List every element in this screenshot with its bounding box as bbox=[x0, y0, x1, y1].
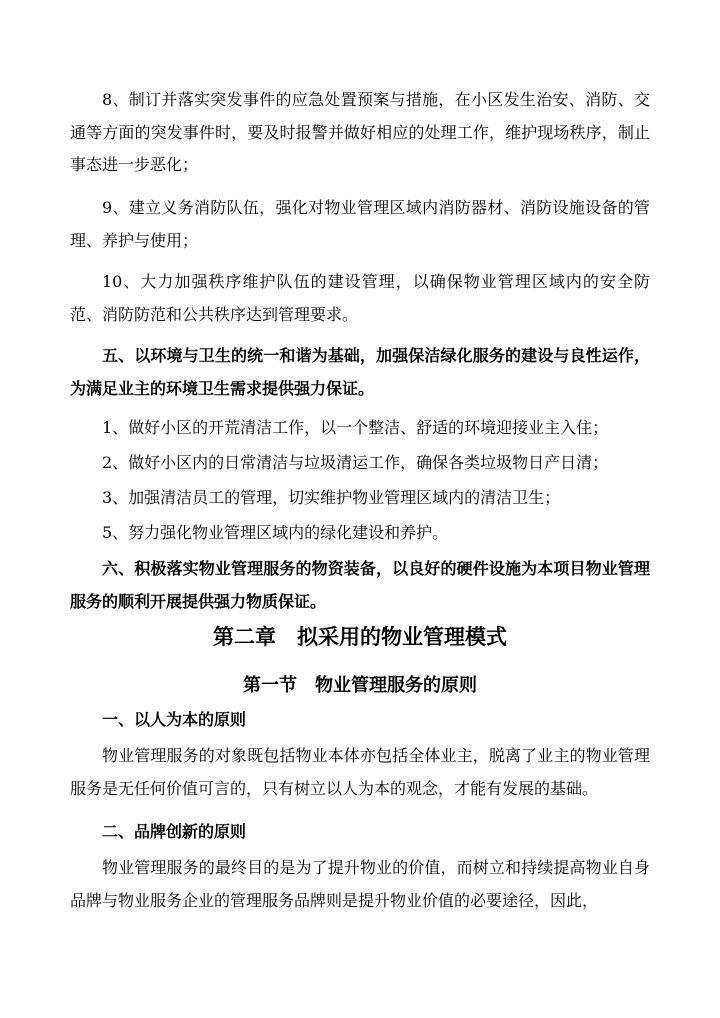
section-heading-six: 六、积极落实物业管理服务的物资装备，以良好的硬件设施为本项目物业管理服务的顺利开展提供强力物质保证。 bbox=[70, 559, 650, 611]
paragraph-item-10: 10、大力加强秩序维护队伍的建设管理，以确保物业管理区域内的安全防范、消防防范和公共秩序达到管理要求。 bbox=[70, 272, 650, 324]
principle-heading-brand-innovation: 二、品牌创新的原则 bbox=[102, 822, 247, 841]
section-title: 第一节 物业管理服务的原则 bbox=[243, 675, 477, 696]
paragraph-item-9: 9、建立义务消防队伍，强化对物业管理区域内消防器材、消防设施设备的管理、养护与使用； bbox=[70, 198, 650, 250]
principle-text-people-oriented: 物业管理服务的对象既包括物业本体亦包括全体业主，脱离了业主的物业管理服务是无任何价值可言的，只有树立以人为本的观念，才能有发展的基础。 bbox=[70, 746, 650, 798]
list-item-environment-2: 2、做好小区内的日常清洁与垃圾清运工作，确保各类垃圾物日产日清； bbox=[102, 453, 609, 472]
principle-text-brand-innovation: 物业管理服务的最终目的是为了提升物业的价值，而树立和持续提高物业自身品牌与物业服务企业的管理服务品牌则是提升物业价值的必要途径，因此， bbox=[70, 858, 650, 910]
list-item-environment-5: 5、努力强化物业管理区域内的绿化建设和养护。 bbox=[102, 523, 449, 542]
list-item-environment-3: 3、加强清洁员工的管理，切实维护物业管理区域内的清洁卫生； bbox=[102, 488, 561, 507]
list-item-environment-1: 1、做好小区的开荒清洁工作，以一个整洁、舒适的环境迎接业主入住； bbox=[102, 418, 609, 437]
principle-heading-people-oriented: 一、以人为本的原则 bbox=[102, 710, 247, 729]
section-heading-five: 五、以环境与卫生的统一和谐为基础，加强保洁绿化服务的建设与良性运作，为满足业主的环境卫生需求提供强力保证。 bbox=[70, 346, 650, 398]
paragraph-item-8: 8、制订并落实突发事件的应急处置预案与措施，在小区发生治安、消防、交通等方面的突发事件时，要及时报警并做好相应的处理工作，维护现场秩序，制止事态进一步恶化； bbox=[70, 90, 650, 174]
chapter-title: 第二章 拟采用的物业管理模式 bbox=[213, 624, 507, 649]
